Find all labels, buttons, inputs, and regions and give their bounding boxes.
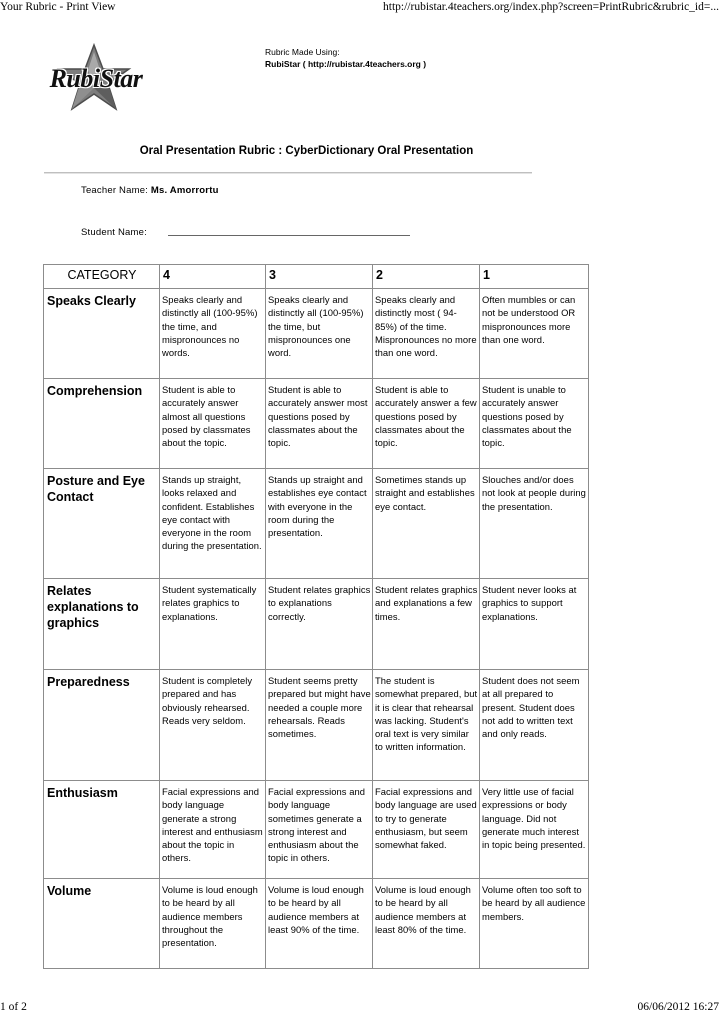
table-cell: Speaks clearly and distinctly all (100-95%) the time, but mispronounces one word. — [266, 289, 373, 379]
made-using-credit — [265, 46, 426, 70]
row-category: Comprehension — [44, 379, 160, 469]
row-category: Relates explanations to graphics — [44, 579, 160, 670]
table-cell: Student relates graphics and explanations a few times. — [373, 579, 480, 670]
header-score-4: 4 — [160, 265, 266, 289]
table-row — [44, 670, 589, 781]
student-name-blank — [168, 235, 410, 236]
table-cell: Student is able to accurately answer almost all questions posed by classmates about the topic. — [160, 379, 266, 469]
table-cell: Volume is loud enough to be heard by all audience members at least 90% of the time. — [266, 879, 373, 969]
table-cell: Facial expressions and body language are used to try to generate enthusiasm, but seem somewhat faked. — [373, 781, 480, 879]
teacher-name-line — [81, 185, 219, 196]
table-row — [44, 579, 589, 670]
table-row — [44, 469, 589, 579]
table-cell: Student does not seem at all prepared to present. Student does not add to written text and only reads. — [480, 670, 589, 781]
table-row — [44, 379, 589, 469]
row-category: Speaks Clearly — [44, 289, 160, 379]
row-category: Posture and Eye Contact — [44, 469, 160, 579]
table-cell: Student seems pretty prepared but might have needed a couple more rehearsals. Reads sometimes. — [266, 670, 373, 781]
rubric-title: Oral Presentation Rubric : CyberDictionary Oral Presentation — [139, 145, 474, 157]
table-cell: The student is somewhat prepared, but it is clear that rehearsal was lacking. Student's oral text is very similar to written information. — [373, 670, 480, 781]
made-using-label: Rubric Made Using: — [265, 47, 340, 57]
table-cell: Very little use of facial expressions or body language. Did not generate much interest in topic being presented. — [480, 781, 589, 879]
print-footer-datetime: 06/06/2012 16:27 — [637, 1001, 719, 1013]
table-row — [44, 781, 589, 879]
header-score-1: 1 — [480, 265, 589, 289]
table-cell: Volume is loud enough to be heard by all audience members throughout the presentation. — [160, 879, 266, 969]
table-cell: Speaks clearly and distinctly most ( 94-85%) of the time. Mispronounces no more than one word. — [373, 289, 480, 379]
table-cell: Student systematically relates graphics to explanations. — [160, 579, 266, 670]
table-cell: Student never looks at graphics to support explanations. — [480, 579, 589, 670]
student-name-label: Student Name: — [81, 227, 147, 238]
table-cell: Volume often too soft to be heard by all audience members. — [480, 879, 589, 969]
title-divider — [44, 172, 532, 174]
table-cell: Student relates graphics to explanations correctly. — [266, 579, 373, 670]
table-cell: Stands up straight and establishes eye contact with everyone in the room during the presentation. — [266, 469, 373, 579]
table-cell: Speaks clearly and distinctly all (100-95%) the time, and mispronounces no words. — [160, 289, 266, 379]
rubistar-logo — [44, 42, 148, 114]
row-category: Preparedness — [44, 670, 160, 781]
header-score-3: 3 — [266, 265, 373, 289]
logo-wordmark: RubiStar — [49, 64, 143, 93]
row-category: Volume — [44, 879, 160, 969]
table-cell: Facial expressions and body language sometimes generate a strong interest and enthusiasm about the topic in others. — [266, 781, 373, 879]
table-cell: Stands up straight, looks relaxed and confident. Establishes eye contact with everyone in the room during the presentation. — [160, 469, 266, 579]
table-header-row — [44, 265, 589, 289]
print-header-url: http://rubistar.4teachers.org/index.php?screen=PrintRubric&rubric_id=... — [383, 1, 719, 13]
table-cell: Volume is loud enough to be heard by all audience members at least 80% of the time. — [373, 879, 480, 969]
header-category: CATEGORY — [44, 265, 160, 289]
table-cell: Sometimes stands up straight and establishes eye contact. — [373, 469, 480, 579]
table-cell: Often mumbles or can not be understood OR mispronounces more than one word. — [480, 289, 589, 379]
row-category: Enthusiasm — [44, 781, 160, 879]
teacher-name-value: Ms. Amorrortu — [150, 185, 219, 196]
print-header-title: Your Rubric - Print View — [0, 1, 116, 13]
print-footer-page: 1 of 2 — [0, 1001, 27, 1013]
made-using-site: RubiStar ( http://rubistar.4teachers.org ) — [265, 59, 427, 69]
table-row — [44, 289, 589, 379]
table-cell: Student is unable to accurately answer questions posed by classmates about the topic. — [480, 379, 589, 469]
table-cell: Slouches and/or does not look at people during the presentation. — [480, 469, 589, 579]
table-cell: Facial expressions and body language generate a strong interest and enthusiasm about the topic in others. — [160, 781, 266, 879]
table-cell: Student is able to accurately answer most questions posed by classmates about the topic. — [266, 379, 373, 469]
table-cell: Student is able to accurately answer a few questions posed by classmates about the topic. — [373, 379, 480, 469]
rubric-table — [43, 264, 589, 969]
table-row — [44, 879, 589, 969]
header-score-2: 2 — [373, 265, 480, 289]
teacher-name-label: Teacher Name: — [81, 185, 149, 196]
table-cell: Student is completely prepared and has obviously rehearsed. Reads very seldom. — [160, 670, 266, 781]
